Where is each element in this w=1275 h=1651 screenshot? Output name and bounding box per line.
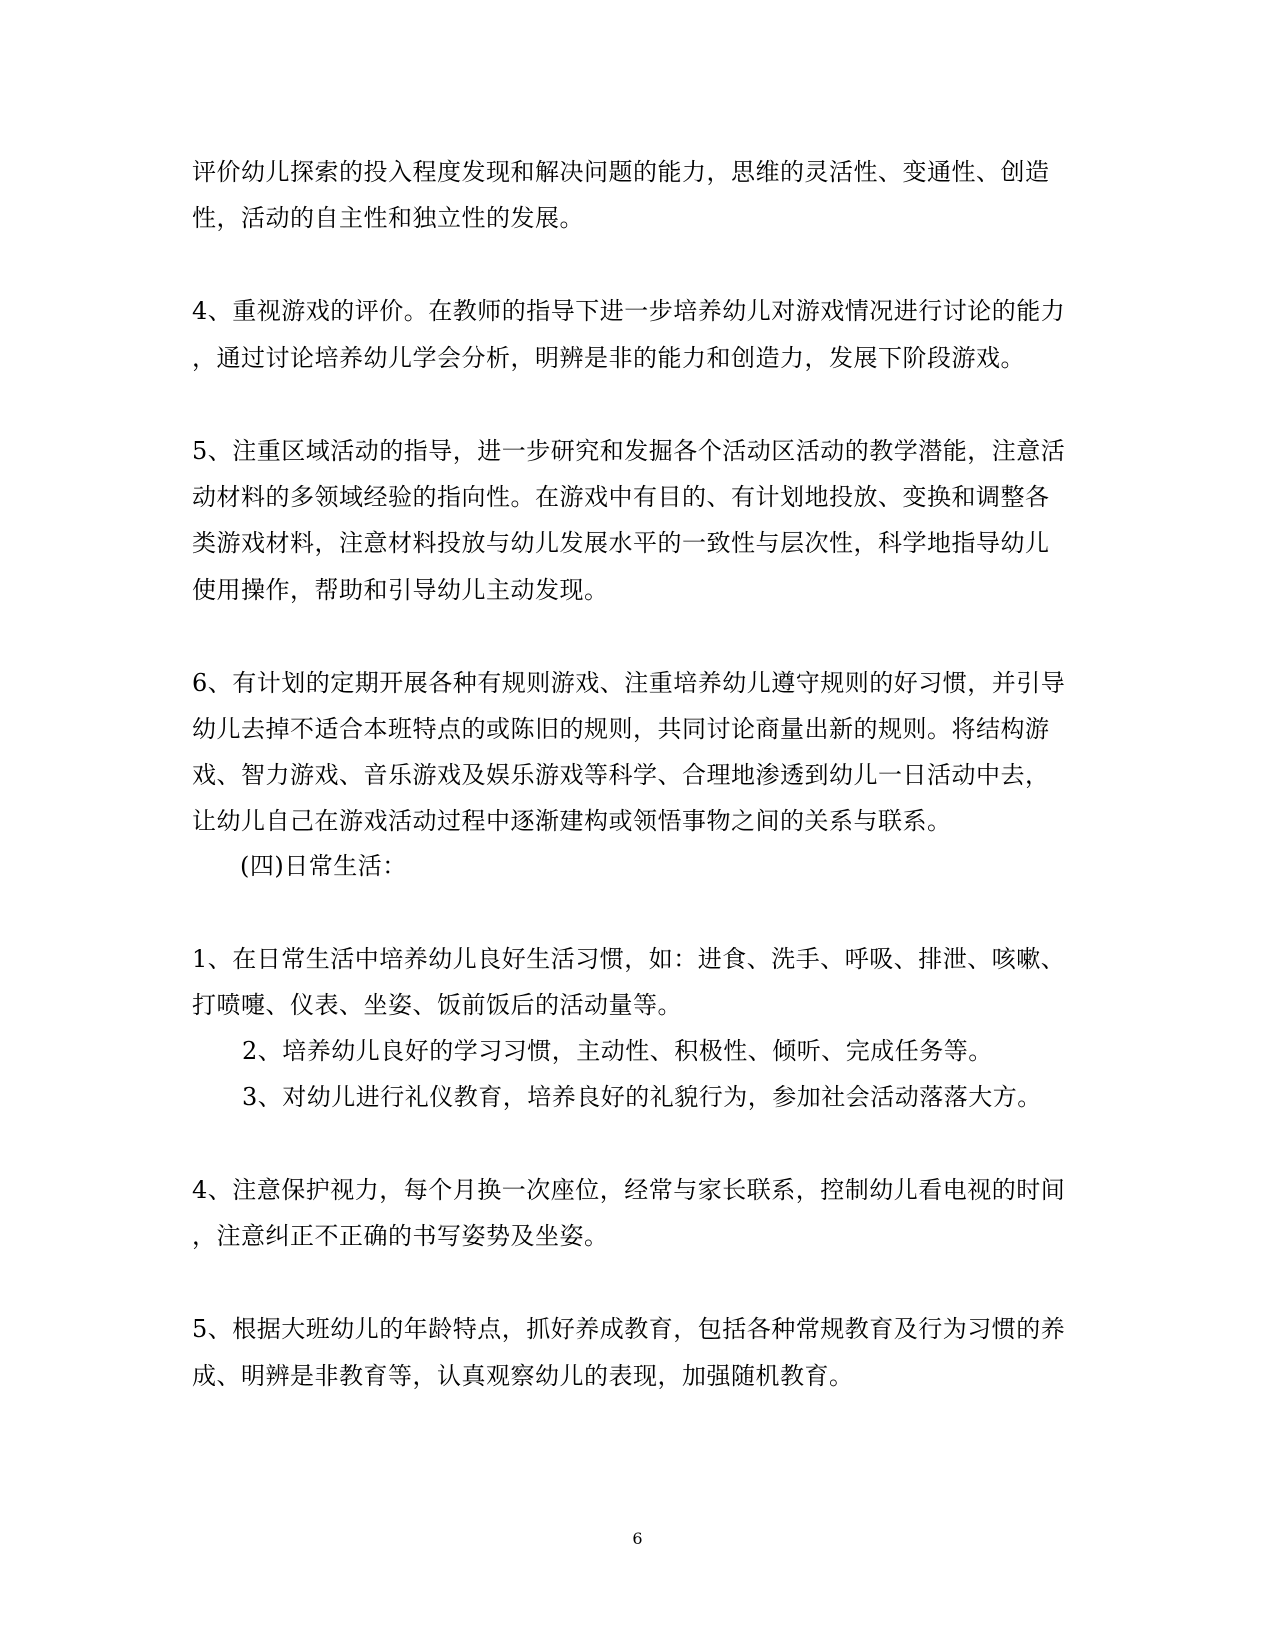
text-line: 成、明辨是非教育等，认真观察幼儿的表现，加强随机教育。 xyxy=(192,1362,854,1390)
text-line: 性，活动的自主性和独立性的发展。 xyxy=(192,204,584,232)
text-line: 4、重视游戏的评价。在教师的指导下进一步培养幼儿对游戏情况进行讨论的能力 xyxy=(192,297,1066,325)
text-line: ，注意纠正不正确的书写姿势及坐姿。 xyxy=(192,1222,609,1250)
text-line: 1、在日常生活中培养幼儿良好生活习惯，如：进食、洗手、呼吸、排泄、咳嗽、 xyxy=(192,945,1066,973)
text-line: 动材料的多领域经验的指向性。在游戏中有目的、有计划地投放、变换和调整各 xyxy=(192,483,1050,511)
text-line: 戏、智力游戏、音乐游戏及娱乐游戏等科学、合理地渗透到幼儿一日活动中去， xyxy=(192,761,1050,789)
text-line: 5、注重区域活动的指导，进一步研究和发掘各个活动区活动的教学潜能，注意活 xyxy=(192,437,1066,465)
text-line: 幼儿去掉不适合本班特点的或陈旧的规则，共同讨论商量出新的规则。将结构游 xyxy=(192,715,1050,743)
text-line: 2、培养幼儿良好的学习习惯，主动性、积极性、倾听、完成任务等。 xyxy=(242,1037,993,1065)
page-number: 6 xyxy=(632,1529,643,1548)
text-line: 5、根据大班幼儿的年龄特点，抓好养成教育，包括各种常规教育及行为习惯的养 xyxy=(192,1315,1066,1343)
text-line: 让幼儿自己在游戏活动过程中逐渐建构或领悟事物之间的关系与联系。 xyxy=(192,807,952,835)
section-heading: (四)日常生活： xyxy=(240,852,407,880)
text-line: 打喷嚏、仪表、坐姿、饭前饭后的活动量等。 xyxy=(192,991,682,1019)
text-line: 6、有计划的定期开展各种有规则游戏、注重培养幼儿遵守规则的好习惯，并引导 xyxy=(192,669,1066,697)
text-line: 类游戏材料，注意材料投放与幼儿发展水平的一致性与层次性，科学地指导幼儿 xyxy=(192,529,1050,557)
text-line: 3、对幼儿进行礼仪教育，培养良好的礼貌行为，参加社会活动落落大方。 xyxy=(242,1083,1042,1111)
text-line: 使用操作，帮助和引导幼儿主动发现。 xyxy=(192,576,609,604)
text-line: ，通过讨论培养幼儿学会分析，明辨是非的能力和创造力，发展下阶段游戏。 xyxy=(192,344,1025,372)
text-line: 评价幼儿探索的投入程度发现和解决问题的能力，思维的灵活性、变通性、创造 xyxy=(192,158,1050,186)
text-line: 4、注意保护视力，每个月换一次座位，经常与家长联系，控制幼儿看电视的时间 xyxy=(192,1176,1066,1204)
